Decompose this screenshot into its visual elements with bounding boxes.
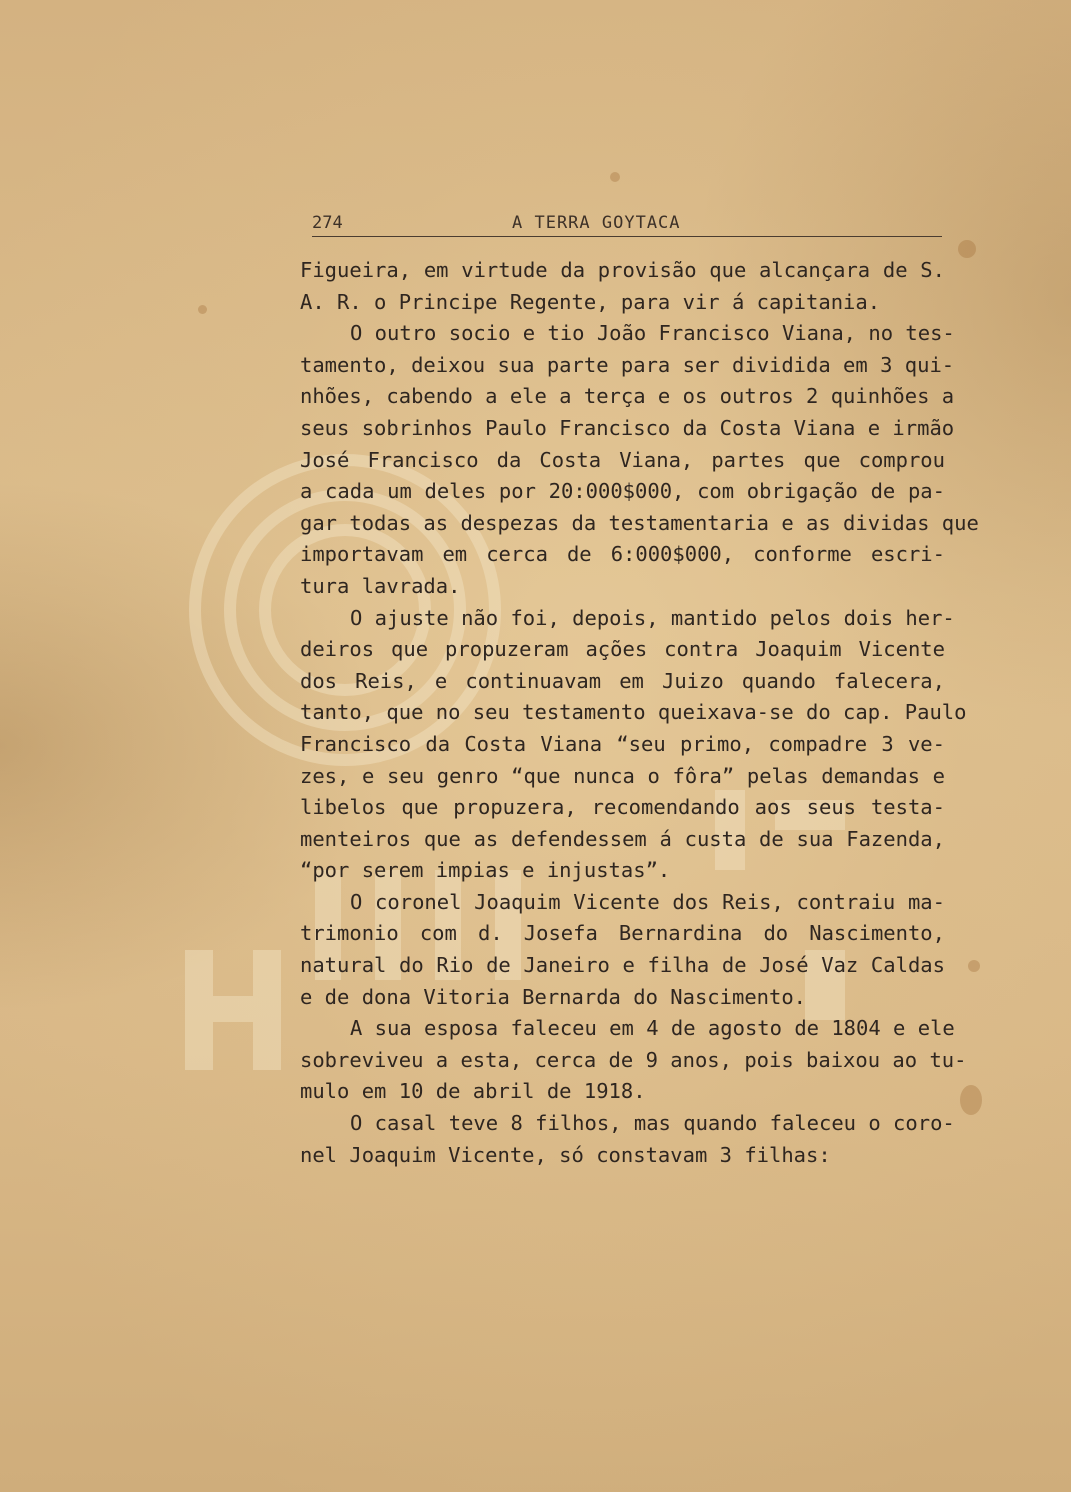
stain [610,172,620,182]
text-line: libelos que propuzera, recomendando aos seus testa- [300,795,945,820]
text-line: menteiros que as defendessem á custa de sua Fazenda, [300,826,945,851]
text-line: tamento, deixou sua parte para ser dividida em 3 qui- [300,352,955,377]
text-line: gar todas as despezas da testamentaria e as dividas que [300,510,979,535]
text-line: A. R. o Principe Regente, para vir á capitania. [300,289,881,314]
text-line: Francisco da Costa Viana “seu primo, compadre 3 ve- [300,731,945,756]
body-text [300,255,979,1171]
text-line: sobreviveu a esta, cerca de 9 anos, pois baixou ao tu- [300,1047,967,1072]
text-line: tanto, que no seu testamento queixava-se do cap. Paulo [300,700,967,725]
text-line: nel Joaquim Vicente, só constavam 3 filhas: [300,1142,831,1167]
text-line: e de dona Vitoria Bernarda do Nascimento. [300,984,807,1009]
text-line: mulo em 10 de abril de 1918. [300,1079,646,1104]
text-line: José Francisco da Costa Viana, partes que comprou [300,447,945,472]
stain [960,1085,982,1115]
running-title: A TERRA GOYTACA [512,213,681,233]
text-line: a cada um deles por 20:000$000, com obrigação de pa- [300,479,945,504]
text-line: trimonio com d. Josefa Bernardina do Nascimento, [300,921,945,946]
text-line: zes, e seu genro “que nunca o fôra” pelas demandas e [300,763,945,788]
text-line: natural do Rio de Janeiro e filha de José Vaz Caldas [300,953,945,978]
page-number: 274 [312,213,343,233]
text-line: seus sobrinhos Paulo Francisco da Costa Viana e irmão [300,415,955,440]
text-line: Figueira, em virtude da provisão que alcançara de S. [300,258,945,282]
text-line: A sua esposa faleceu em 4 de agosto de 1804 e ele [350,1016,955,1041]
stain [198,305,207,314]
text-line: tura lavrada. [300,573,461,598]
text-line: dos Reis, e continuavam em Juizo quando falecera, [300,668,945,693]
text-line: O coronel Joaquim Vicente dos Reis, contraiu ma- [350,889,945,914]
text-line: “por serem impias e injustas”. [300,858,671,883]
text-line: O ajuste não foi, depois, mantido pelos dois her- [350,605,955,630]
page-header [312,205,942,237]
stain [958,240,976,258]
text-line: O casal teve 8 filhos, mas quando faleceu o coro- [350,1111,955,1136]
text-line: deiros que propuzeram ações contra Joaquim Vicente [300,637,945,662]
text-line: nhões, cabendo a ele a terça e os outros 2 quinhões a [300,384,955,409]
header-rule [312,236,942,237]
text-line: O outro socio e tio João Francisco Viana, no tes- [350,321,955,346]
text-line: importavam em cerca de 6:000$000, conforme escri- [300,542,945,567]
stain [968,960,980,972]
